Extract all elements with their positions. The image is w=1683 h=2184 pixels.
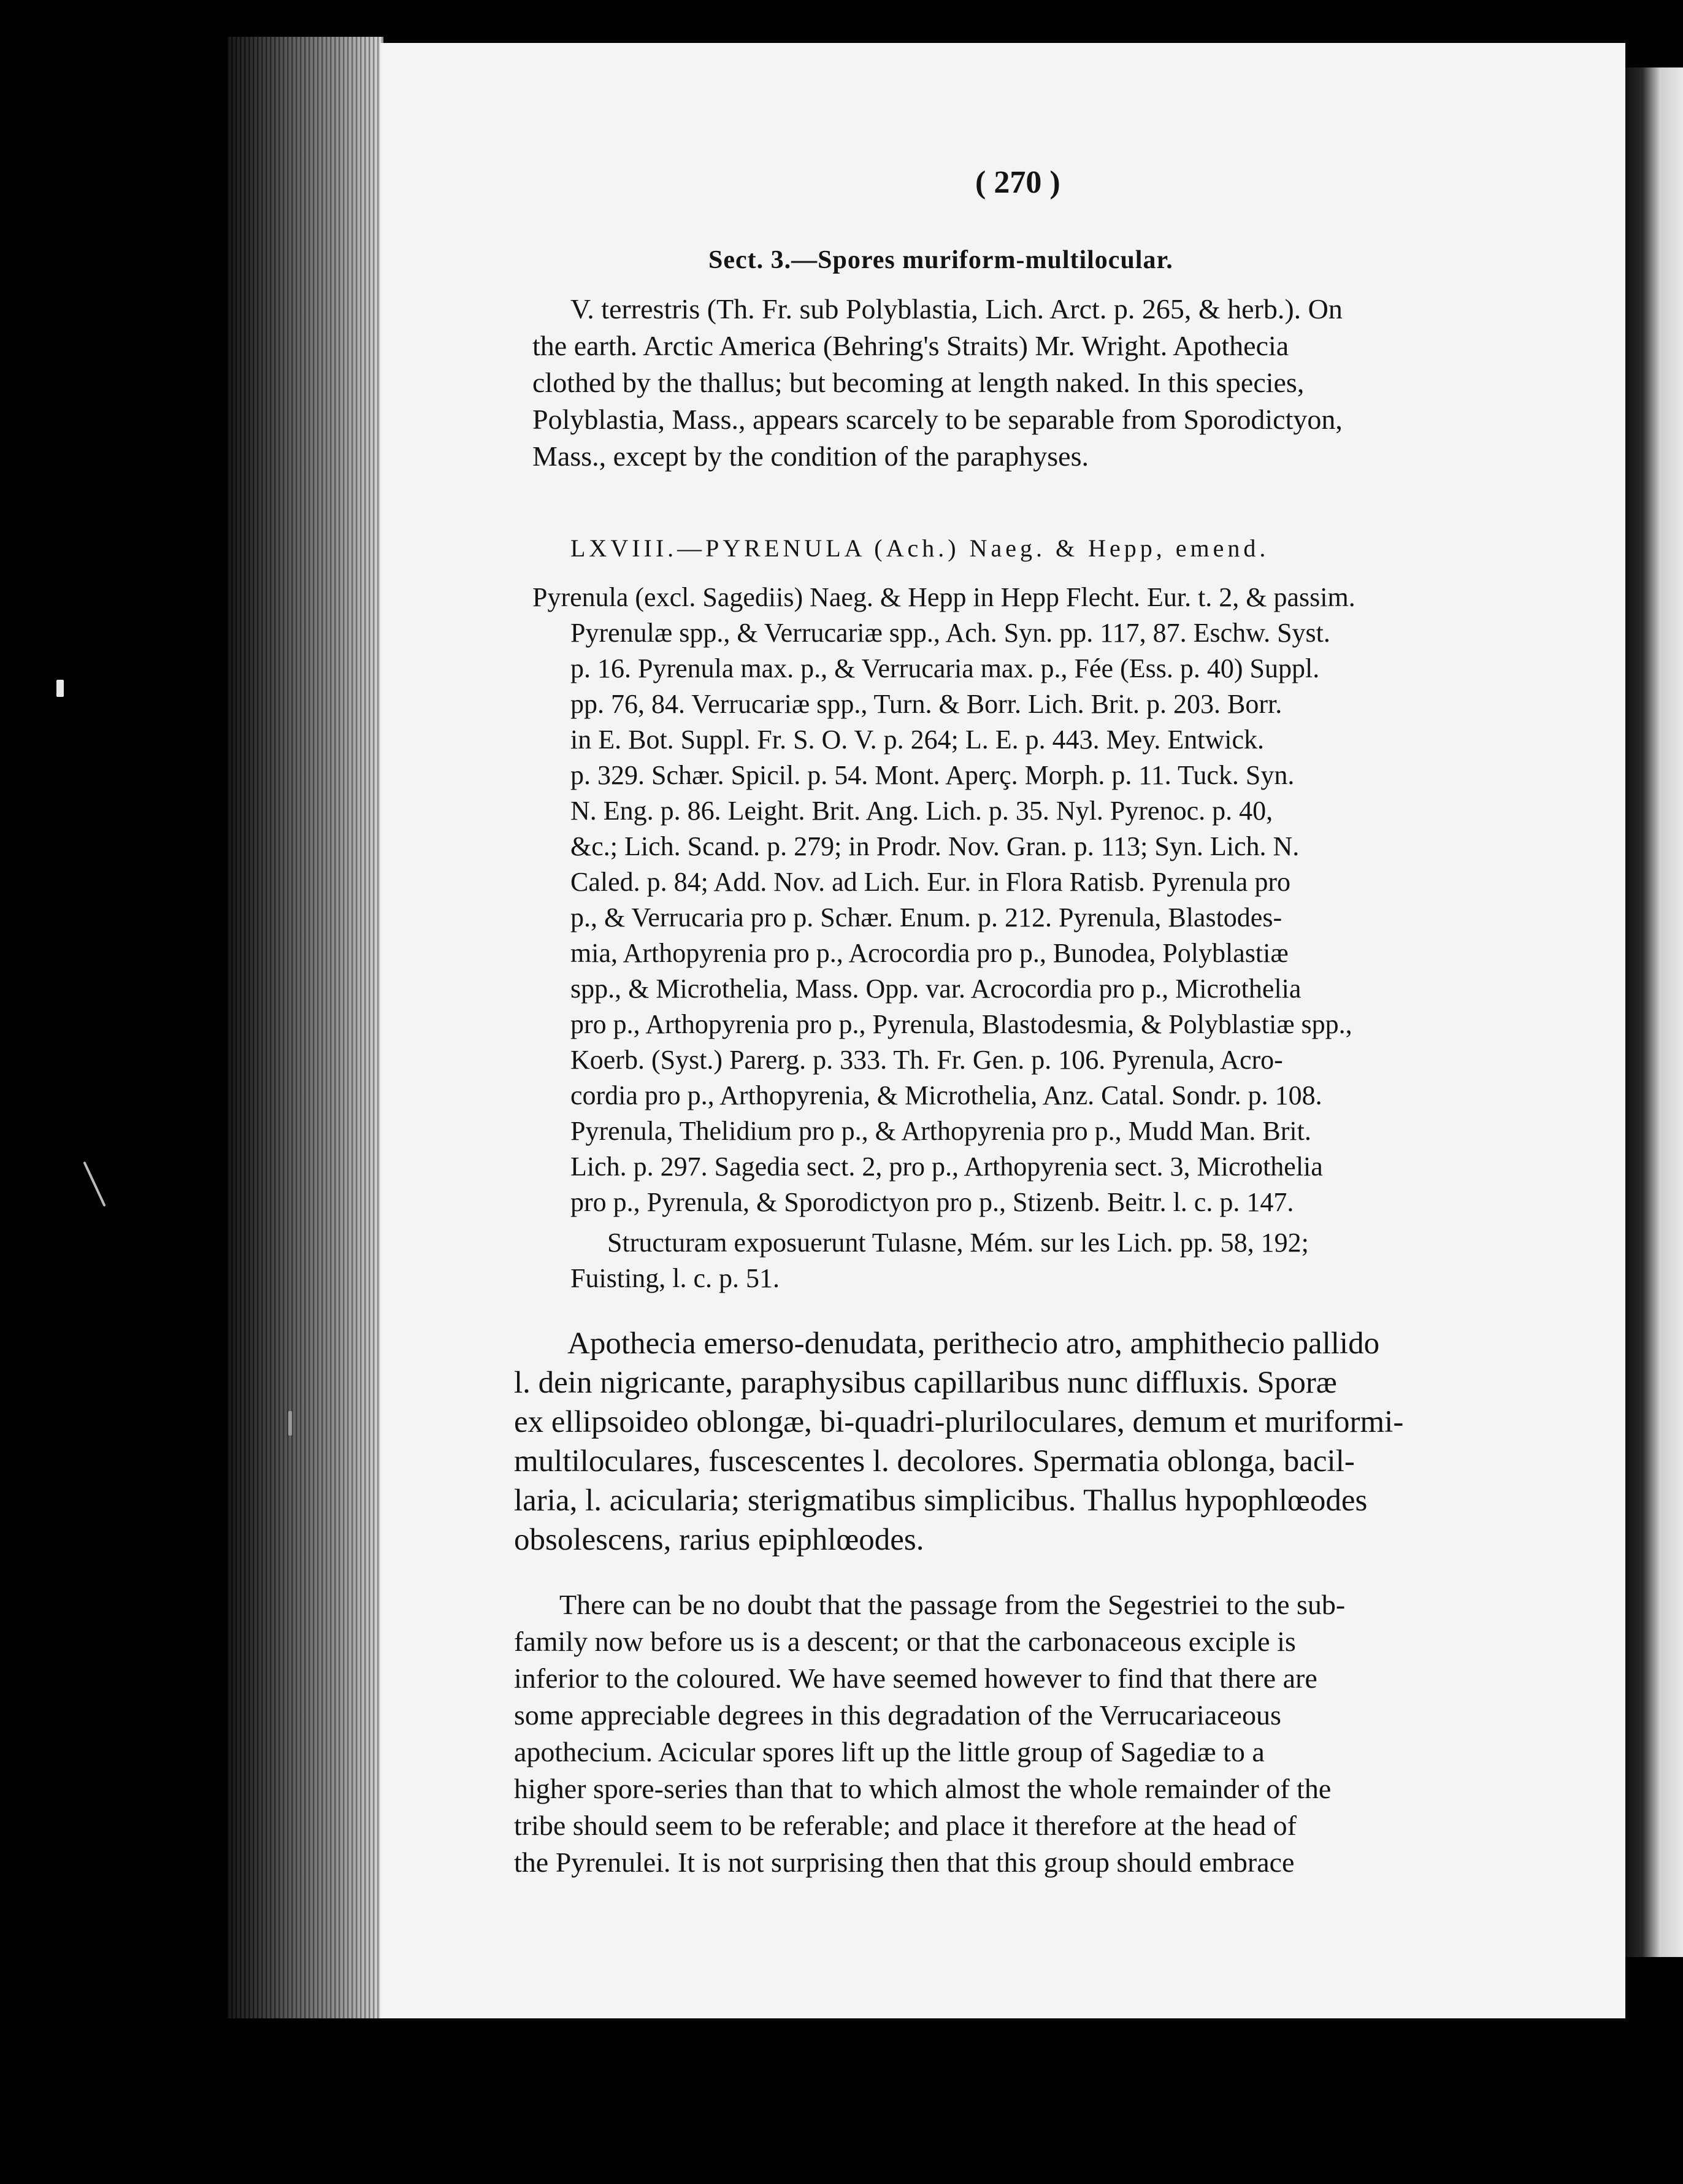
discussion-line: family now before us is a descent; or that the carbonaceous exciple is — [514, 1626, 1296, 1657]
synonymy-line: &c.; Lich. Scand. p. 279; in Prodr. Nov. Gran. p. 113; Syn. Lich. N. — [570, 831, 1300, 861]
text-line: Mass., except by the condition of the paraphyses. — [532, 440, 1089, 472]
margin-speck — [83, 1161, 105, 1207]
latin-line: laria, l. acicularia; sterigmatibus simplicibus. Thallus hypophlœodes — [514, 1483, 1368, 1518]
text-line: clothed by the thallus; but becoming at length naked. In this species, — [532, 367, 1305, 398]
discussion-line: There can be no doubt that the passage from the Segestriei to the sub- — [559, 1589, 1346, 1620]
discussion-line: tribe should seem to be referable; and place it therefore at the head of — [514, 1810, 1297, 1841]
synonymy-line: spp., & Microthelia, Mass. Opp. var. Acrocordia pro p., Microthelia — [570, 974, 1302, 1004]
synonymy-line: in E. Bot. Suppl. Fr. S. O. V. p. 264; L. E. p. 443. Mey. Entwick. — [570, 725, 1265, 755]
synonymy-line: Pyrenula, Thelidium pro p., & Arthopyrenia pro p., Mudd Man. Brit. — [570, 1116, 1311, 1146]
structure-line: Fuisting, l. c. p. 51. — [570, 1263, 780, 1293]
synonymy-line: Pyrenula (excl. Sagediis) Naeg. & Hepp in Hepp Flecht. Eur. t. 2, & passim. — [532, 582, 1355, 612]
synonymy-line: pro p., Pyrenula, & Sporodictyon pro p., Stizenb. Beitr. l. c. p. 147. — [570, 1187, 1294, 1217]
synonymy-line: p., & Verrucaria pro p. Schær. Enum. p. 212. Pyrenula, Blastodes- — [570, 902, 1282, 932]
structure-line: Structuram exposuerunt Tulasne, Mém. sur les Lich. pp. 58, 192; — [607, 1228, 1309, 1258]
synonymy-line: pro p., Arthopyrenia pro p., Pyrenula, Blastodesmia, & Polyblastiæ spp., — [570, 1009, 1352, 1039]
synonymy-line: pp. 76, 84. Verrucariæ spp., Turn. & Borr. Lich. Brit. p. 203. Borr. — [570, 689, 1282, 719]
synonymy-line: Pyrenulæ spp., & Verrucariæ spp., Ach. Syn. pp. 117, 87. Eschw. Syst. — [570, 618, 1330, 648]
discussion-line: higher spore-series than that to which almost the whole remainder of the — [514, 1773, 1332, 1804]
synonymy-line: N. Eng. p. 86. Leight. Brit. Ang. Lich. p. 35. Nyl. Pyrenoc. p. 40, — [570, 796, 1273, 826]
discussion-line: apothecium. Acicular spores lift up the little group of Sagediæ to a — [514, 1736, 1265, 1767]
synonymy-line: Koerb. (Syst.) Parerg. p. 333. Th. Fr. Gen. p. 106. Pyrenula, Acro- — [570, 1045, 1283, 1075]
discussion-line: the Pyrenulei. It is not surprising then that this group should embrace — [514, 1847, 1295, 1878]
latin-line: l. dein nigricante, paraphysibus capillaribus nunc diffluxis. Sporæ — [514, 1366, 1337, 1400]
genus-heading: LXVIII.—PYRENULA (Ach.) Naeg. & Hepp, emend. — [570, 534, 1270, 562]
latin-line: multiloculares, fuscescentes l. decolores. Spermatia oblonga, bacil- — [514, 1444, 1355, 1478]
latin-line: ex ellipsoideo oblongæ, bi-quadri-pluriloculares, demum et muriformi- — [514, 1405, 1404, 1439]
margin-speck — [56, 680, 64, 697]
book-page-edge — [227, 37, 383, 2018]
synonymy-line: cordia pro p., Arthopyrenia, & Microthelia, Anz. Catal. Sondr. p. 108. — [570, 1080, 1322, 1110]
text-line: V. terrestris (Th. Fr. sub Polyblastia, Lich. Arct. p. 265, & herb.). On — [570, 293, 1343, 325]
discussion-line: inferior to the coloured. We have seemed however to find that there are — [514, 1663, 1317, 1694]
synonymy-line: p. 329. Schær. Spicil. p. 54. Mont. Aperç. Morph. p. 11. Tuck. Syn. — [570, 760, 1295, 790]
page-number: ( 270 ) — [975, 165, 1060, 200]
latin-line: obsolescens, rarius epiphlœodes. — [514, 1523, 924, 1557]
text-line: Polyblastia, Mass., appears scarcely to be separable from Sporodictyon, — [532, 404, 1343, 435]
next-page-edge — [1625, 67, 1683, 1957]
synonymy-line: Lich. p. 297. Sagedia sect. 2, pro p., Arthopyrenia sect. 3, Microthelia — [570, 1152, 1323, 1182]
text-line: the earth. Arctic America (Behring's Straits) Mr. Wright. Apothecia — [532, 330, 1289, 361]
section-heading: Sect. 3.—Spores muriform-multilocular. — [708, 246, 1173, 274]
latin-line: Apothecia emerso-denudata, perithecio atro, amphithecio pallido — [567, 1326, 1380, 1361]
synonymy-line: Caled. p. 84; Add. Nov. ad Lich. Eur. in Flora Ratisb. Pyrenula pro — [570, 867, 1290, 897]
discussion-line: some appreciable degrees in this degradation of the Verrucariaceous — [514, 1699, 1281, 1731]
synonymy-line: p. 16. Pyrenula max. p., & Verrucaria max. p., Fée (Ess. p. 40) Suppl. — [570, 653, 1320, 683]
synonymy-line: mia, Arthopyrenia pro p., Acrocordia pro p., Bunodea, Polyblastiæ — [570, 938, 1289, 968]
margin-speck — [288, 1411, 292, 1436]
